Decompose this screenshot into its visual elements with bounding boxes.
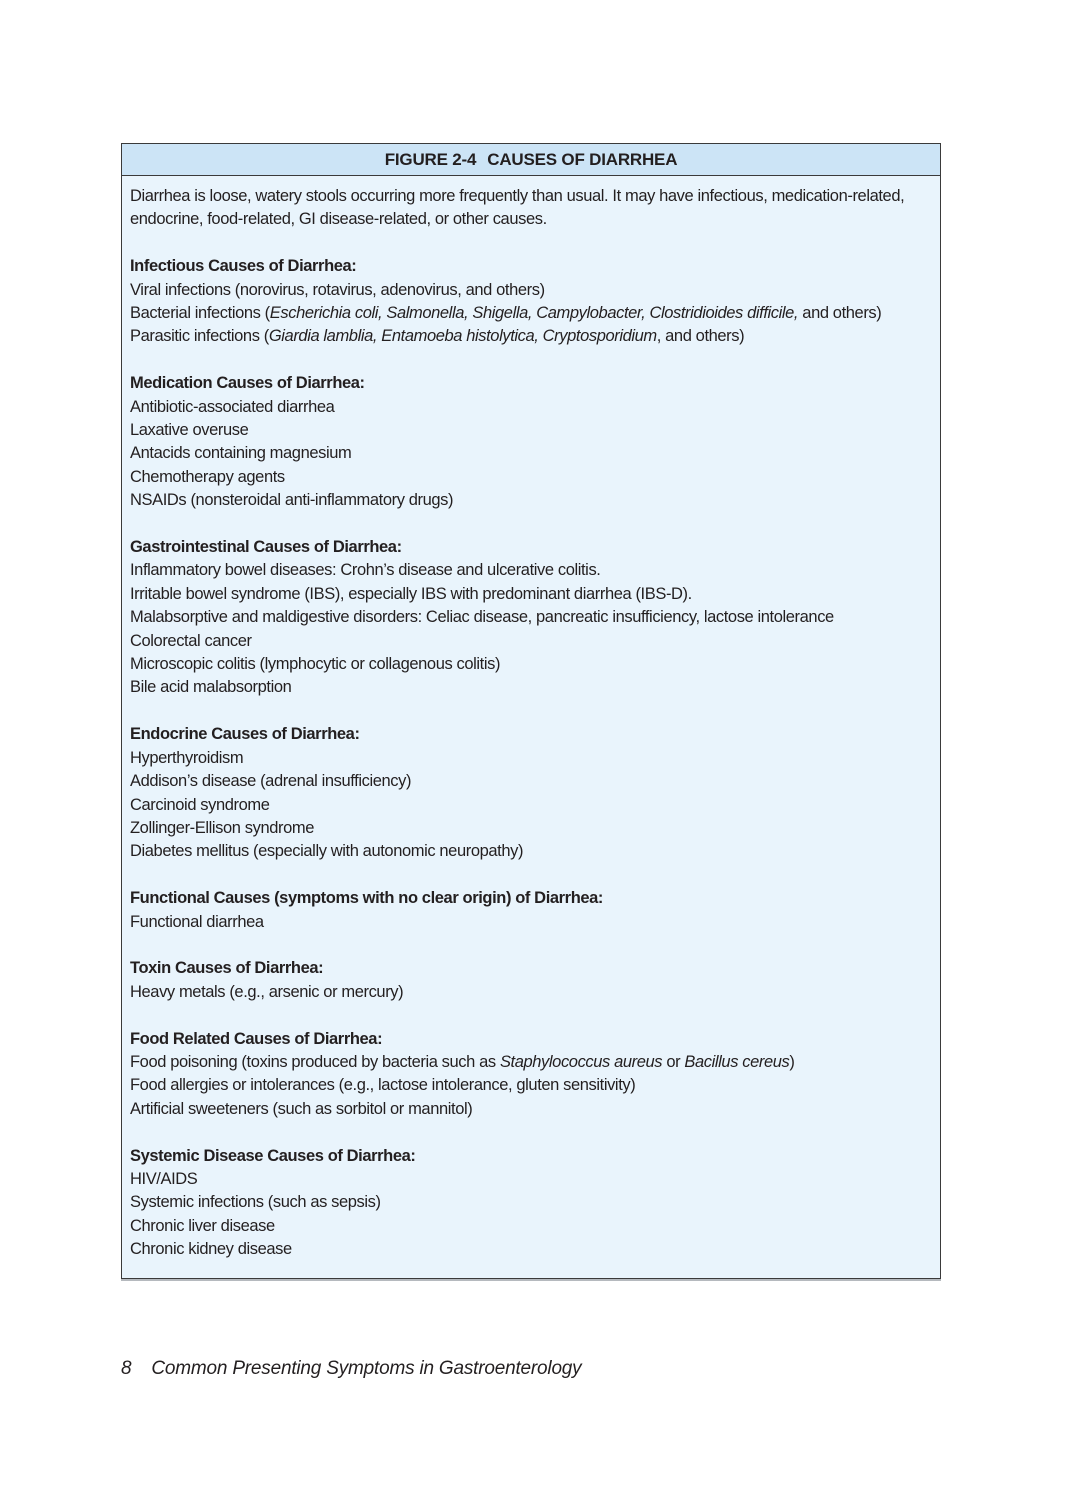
italic-term: Bacillus cereus bbox=[684, 1052, 790, 1071]
section-item bbox=[130, 489, 932, 512]
text-run: Inflammatory bowel diseases: Crohn’s disease and ulcerative colitis. bbox=[130, 561, 601, 580]
text-run: Colorectal cancer bbox=[130, 631, 252, 650]
section-item bbox=[130, 794, 932, 817]
text-run: Carcinoid syndrome bbox=[130, 795, 270, 814]
section-item bbox=[130, 817, 932, 840]
section-item bbox=[130, 396, 932, 419]
section-item bbox=[130, 466, 932, 489]
section-heading: Functional Causes (symptoms with no clear origin) of Diarrhea: bbox=[130, 889, 604, 908]
section-heading: Gastrointestinal Causes of Diarrhea: bbox=[130, 538, 402, 557]
text-run: Microscopic colitis (lymphocytic or collagenous colitis) bbox=[130, 655, 501, 674]
text-run: NSAIDs (nonsteroidal anti-inflammatory drugs) bbox=[130, 491, 454, 510]
text-run: Bile acid malabsorption bbox=[130, 678, 292, 697]
text-run: Irritable bowel syndrome (IBS), especially IBS with predominant diarrhea (IBS-D). bbox=[130, 584, 692, 603]
text-run: Functional diarrhea bbox=[130, 912, 264, 931]
text-run: Viral infections (norovirus, rotavirus, adenovirus, and others) bbox=[130, 280, 545, 299]
text-run: Systemic infections (such as sepsis) bbox=[130, 1193, 381, 1212]
text-run: Laxative overuse bbox=[130, 421, 249, 440]
italic-term: Escherichia coli, Salmonella, Shigella, Campylobacter, Clostridioides difficile, bbox=[269, 304, 799, 323]
section-item bbox=[130, 1238, 932, 1261]
section-item bbox=[130, 770, 932, 793]
figure-section bbox=[130, 957, 932, 1004]
section-heading: Toxin Causes of Diarrhea: bbox=[130, 959, 324, 978]
text-run: Food allergies or intolerances (e.g., lactose intolerance, gluten sensitivity) bbox=[130, 1076, 636, 1095]
text-run: Hyperthyroidism bbox=[130, 748, 244, 767]
section-item bbox=[130, 559, 932, 582]
section-item bbox=[130, 1074, 932, 1097]
section-item bbox=[130, 1191, 932, 1214]
figure-body bbox=[122, 176, 940, 1278]
text-run: , and others) bbox=[656, 327, 745, 346]
text-run: Addison’s disease (adrenal insufficiency) bbox=[130, 772, 412, 791]
text-run: Artificial sweeteners (such as sorbitol or mannitol) bbox=[130, 1099, 473, 1118]
section-item bbox=[130, 630, 932, 653]
section-item bbox=[130, 747, 932, 770]
text-run: Heavy metals (e.g., arsenic or mercury) bbox=[130, 982, 404, 1001]
section-item bbox=[130, 911, 932, 934]
section-item bbox=[130, 606, 932, 629]
page-footer bbox=[121, 1358, 581, 1380]
section-item bbox=[130, 653, 932, 676]
figure-section bbox=[130, 1028, 932, 1122]
section-heading: Infectious Causes of Diarrhea: bbox=[130, 257, 357, 276]
text-run: and others) bbox=[798, 304, 882, 323]
text-run: Antibiotic-associated diarrhea bbox=[130, 397, 335, 416]
section-heading: Medication Causes of Diarrhea: bbox=[130, 374, 365, 393]
text-run: Chronic liver disease bbox=[130, 1216, 275, 1235]
figure-section bbox=[130, 723, 932, 863]
text-run: Diabetes mellitus (especially with autonomic neuropathy) bbox=[130, 842, 524, 861]
page-number: 8 bbox=[121, 1358, 132, 1379]
italic-term: Giardia lamblia, Entamoeba histolytica, Cryptosporidium bbox=[268, 327, 657, 346]
figure-section bbox=[130, 255, 932, 349]
text-run: Bacterial infections ( bbox=[130, 304, 270, 323]
section-item bbox=[130, 279, 932, 302]
text-run: HIV/AIDS bbox=[130, 1169, 198, 1188]
figure-section bbox=[130, 372, 932, 512]
section-item bbox=[130, 981, 932, 1004]
section-item bbox=[130, 325, 932, 348]
text-run: Food poisoning (toxins produced by bacteria such as bbox=[130, 1052, 500, 1071]
text-run: Parasitic infections ( bbox=[130, 327, 269, 346]
text-run: Malabsorptive and maldigestive disorders: Celiac disease, pancreatic insufficiency, lactose intolerance bbox=[130, 608, 834, 627]
section-item bbox=[130, 1098, 932, 1121]
text-run: Antacids containing magnesium bbox=[130, 444, 352, 463]
footer-title: Common Presenting Symptoms in Gastroenterology bbox=[151, 1358, 582, 1379]
figure-section bbox=[130, 1145, 932, 1262]
figure-section bbox=[130, 536, 932, 700]
text-run: or bbox=[662, 1052, 685, 1071]
section-item bbox=[130, 676, 932, 699]
section-item bbox=[130, 840, 932, 863]
figure-section bbox=[130, 887, 932, 934]
figure-header bbox=[122, 144, 940, 176]
section-item bbox=[130, 1215, 932, 1238]
section-item bbox=[130, 1051, 932, 1074]
section-item bbox=[130, 442, 932, 465]
section-heading: Systemic Disease Causes of Diarrhea: bbox=[130, 1146, 416, 1165]
section-item bbox=[130, 419, 932, 442]
text-run: ) bbox=[789, 1052, 795, 1071]
section-heading: Endocrine Causes of Diarrhea: bbox=[130, 725, 360, 744]
section-heading: Food Related Causes of Diarrhea: bbox=[130, 1029, 383, 1048]
section-item bbox=[130, 583, 932, 606]
italic-term: Staphylococcus aureus bbox=[499, 1052, 663, 1071]
section-item bbox=[130, 302, 932, 325]
text-run: Chronic kidney disease bbox=[130, 1240, 292, 1259]
figure-intro: Diarrhea is loose, watery stools occurring more frequently than usual. It may have infectious, medication-related, endocrine, food-related, GI disease-related, or other causes. bbox=[130, 187, 905, 229]
text-run: Chemotherapy agents bbox=[130, 467, 285, 486]
figure-box bbox=[121, 143, 941, 1279]
figure-sections bbox=[130, 255, 932, 1261]
text-run: Zollinger-Ellison syndrome bbox=[130, 818, 315, 837]
figure-label: FIGURE 2-4 bbox=[384, 150, 477, 169]
section-item bbox=[130, 1168, 932, 1191]
figure-title: CAUSES OF DIARRHEA bbox=[487, 150, 678, 169]
